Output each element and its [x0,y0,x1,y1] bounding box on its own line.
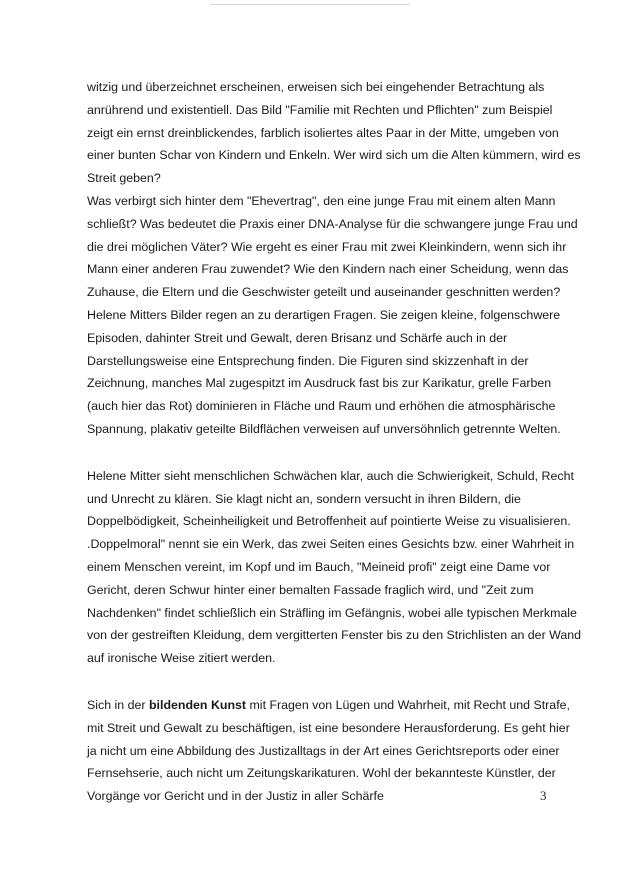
scan-artifact-line [210,4,410,5]
text-line: Helene Mitter sieht menschlichen Schwächen klar, auch die Schwierigkeit, Schuld, Recht [87,468,574,483]
text-line: (auch hier das Rot) dominieren in Fläche und Raum und erhöhen die atmosphärische [87,399,556,414]
text-run: Sich in der [87,697,149,712]
text-line: einer bunten Schar von Kindern und Enkeln. Wer wird sich um die Alten kümmern, wird es [87,148,581,163]
text-line: Nachdenken" findet schließlich ein Sträfling im Gefängnis, wobei alle typischen Merkmale [87,605,577,620]
text-line: die drei möglichen Väter? Wie ergeht es einer Frau mit zwei Kleinkindern, wenn sich ihr [87,239,567,254]
text-line: witzig und überzeichnet erscheinen, erweisen sich bei eingehender Betrachtung als [87,80,545,94]
text-line: Episoden, dahinter Streit und Gewalt, deren Brisanz und Schärfe auch in der [87,330,508,345]
text-line: Zeichnung, manches Mal zugespitzt im Ausdruck fast bis zur Karikatur, grelle Farben [87,376,552,391]
bold-term: bildenden Kunst [148,697,247,712]
text-run: mit Fragen von Lügen und Wahrheit, mit Recht und Strafe, [246,697,570,712]
text-line: zeigt ein ernst dreinblickendes, farblich isoliertes altes Paar in der Mitte, umgeben von [87,125,559,140]
text-line: schließt? Was bedeutet die Praxis einer DNA-Analyse für die schwangere junge Frau und [87,216,578,231]
text-line: anrührend und existentiell. Das Bild "Familie mit Rechten und Pflichten" zum Beispiel [87,102,553,117]
text-line: einem Menschen vereint, im Kopf und im Bauch, "Meineid profi" zeigt eine Dame vor [87,559,551,574]
text-line: Helene Mitters Bilder regen an zu derartigen Fragen. Sie zeigen kleine, folgenschwere [87,307,561,322]
text-line: Fernsehserie, auch nicht um Zeitungskarikaturen. Wohl der bekannteste Künstler, der [87,766,556,781]
document-body [87,76,582,808]
text-line-with-emphasis [87,694,570,717]
text-line: auf ironische Weise zitiert werden. [87,651,276,666]
text-line: Gericht, deren Schwur hinter einer bemalten Fassade fraglich wird, und "Zeit zum [87,582,534,597]
paragraph-3 [87,694,570,808]
text-line: Zuhause, die Eltern und die Geschwister geteilt und auseinander geschnitten werden? [87,285,561,300]
text-line: Darstellungsweise eine Entsprechung finden. Die Figuren sind skizzenhaft in der [87,353,529,368]
page-number: 3 [540,788,547,803]
text-line: und Unrecht zu klären. Sie klagt nicht an, sondern versucht in ihren Bildern, die [87,491,521,506]
text-line: mit Streit und Gewalt zu beschäftigen, ist eine besondere Herausforderung. Es geht hier [87,720,570,735]
text-line: ja nicht um eine Abbildung des Justizalltags in der Art eines Gerichtsreports oder einer [87,743,560,758]
paragraph-1 [87,76,581,441]
text-line: von der gestreiften Kleidung, dem vergitterten Fenster bis zu den Strichlisten an der Wand [87,628,582,643]
text-line: Doppelbödigkeit, Scheinheiligkeit und Betroffenheit auf pointierte Weise zu visualisieren. [87,514,571,529]
text-line: Vorgänge vor Gericht und in der Justiz in aller Schärfe [87,789,384,804]
text-line: Was verbirgt sich hinter dem "Ehevertrag", den eine junge Frau mit einem alten Mann [87,193,556,208]
text-line: .Doppelmoral" nennt sie ein Werk, das zwei Seiten eines Gesichts bzw. einer Wahrheit in [87,537,575,552]
paragraph-2 [87,465,582,670]
text-line: Streit geben? [87,171,161,186]
text-line: Mann einer anderen Frau zuwendet? Wie den Kindern nach einer Scheidung, wenn das [87,262,569,277]
text-line: Spannung, plakativ geteilte Bildflächen verweisen auf unversöhnlich getrennte Welten. [87,421,561,436]
